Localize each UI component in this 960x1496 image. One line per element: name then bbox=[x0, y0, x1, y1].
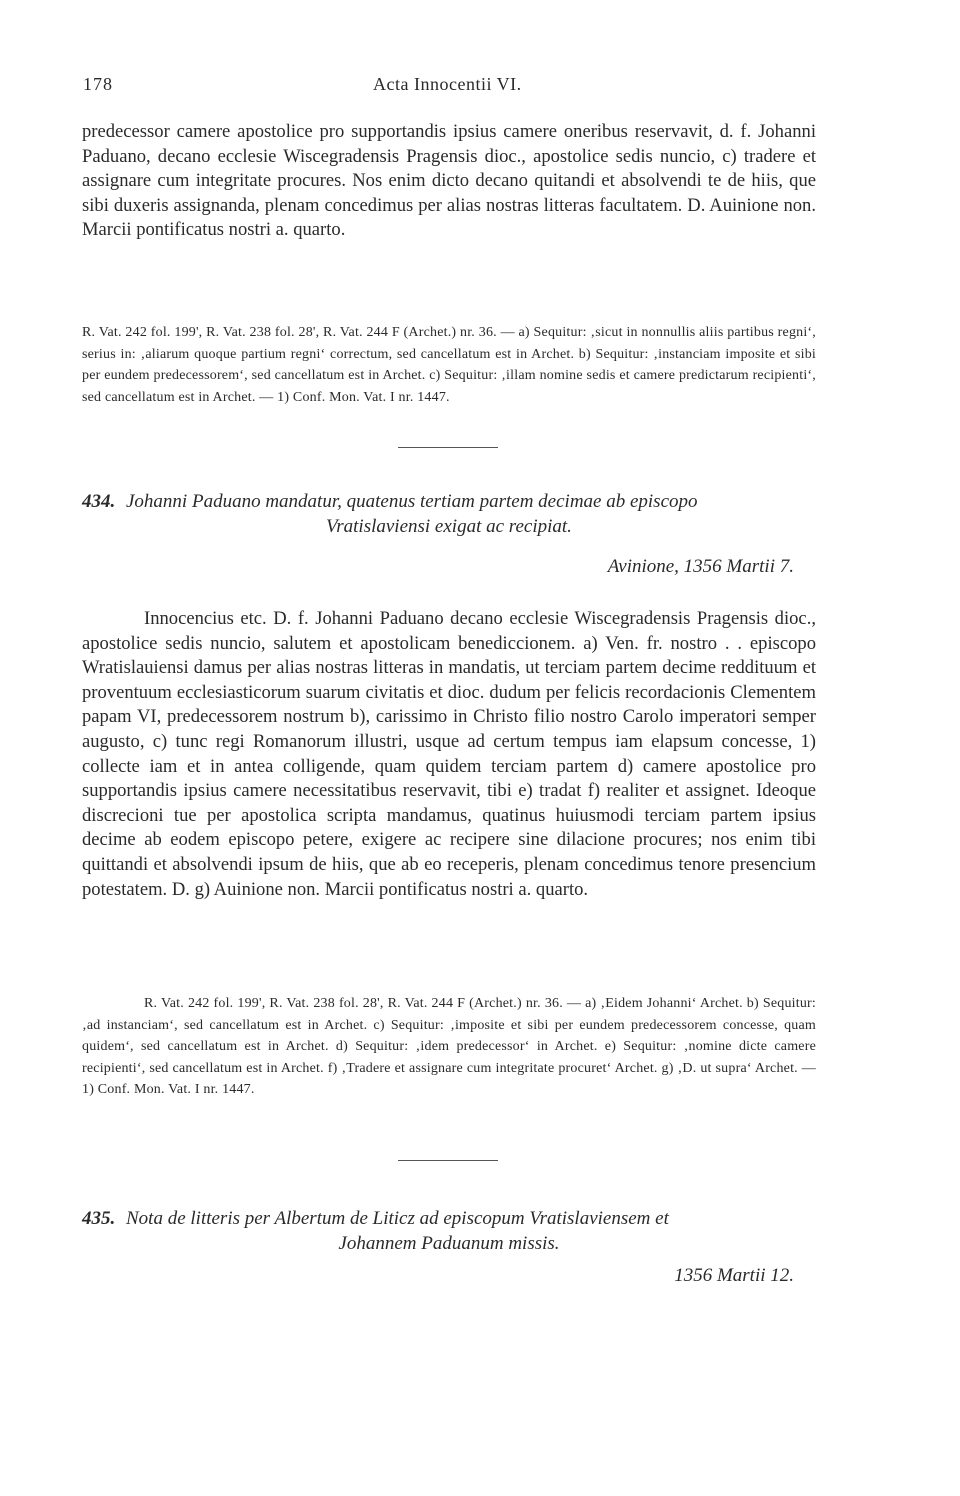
separator-rule bbox=[398, 1160, 498, 1161]
document-434-text bbox=[82, 607, 816, 902]
continued-document-notes bbox=[82, 322, 816, 408]
document-435-title-line2: Johannem Paduanum missis. bbox=[338, 1233, 560, 1254]
document-434-date: Avinione, 1356 Martii 7. bbox=[607, 556, 794, 577]
document-435-number: 435. bbox=[82, 1208, 116, 1229]
document-434-notes bbox=[82, 993, 816, 1101]
document-434-title-line1: Johanni Paduano mandatur, quatenus tertiam partem decimae ab episcopo bbox=[126, 491, 698, 512]
document-435-date: 1356 Martii 12. bbox=[674, 1265, 794, 1286]
continued-document-text bbox=[82, 120, 816, 243]
page-header bbox=[83, 74, 823, 98]
separator-rule bbox=[398, 447, 498, 448]
document-435-title-line1: Nota de litteris per Albertum de Liticz ad episcopum Vratislaviensem et bbox=[126, 1208, 669, 1229]
document-435-heading bbox=[82, 1206, 816, 1256]
document-434-title-line2: Vratislaviensi exigat ac recipiat. bbox=[326, 516, 572, 537]
document-434-heading bbox=[82, 489, 816, 539]
running-title: Acta Innocentii VI. bbox=[373, 74, 522, 94]
document-434-number: 434. bbox=[82, 491, 116, 512]
continued-notes-paragraph: R. Vat. 242 fol. 199', R. Vat. 238 fol. 28', R. Vat. 244 F (Archet.) nr. 36. — a) Sequitur: ‚sicut in nonnullis aliis partibus regni‘, serius in: ‚aliarum quoque partium regni‘ correctum, sed cancellatum est in Archet. b) Sequitur: ‚instanciam imposite et sibi per eundem predecessorem‘, sed cancellatum est in Archet. c) Sequitur: ‚illam nomine sedis et camere predictarum recipienti‘, sed cancellatum est in Archet. — 1) Conf. Mon. Vat. I nr. 1447. bbox=[82, 325, 816, 405]
page-number: 178 bbox=[83, 74, 113, 94]
document-434-notes-paragraph: R. Vat. 242 fol. 199', R. Vat. 238 fol. 28', R. Vat. 244 F (Archet.) nr. 36. — a) ‚Eidem Johanni‘ Archet. b) Sequitur: ‚ad instanciam‘, sed cancellatum est in Archet. c) Sequitur: ‚imposite et sibi per eundem predecessorem concesse, quam quidem‘, sed cancellatum est in Archet. d) Sequitur: ‚idem predecessor‘ in Archet. e) Sequitur: ‚nomine dicte camere recipienti‘, sed cancellatum est in Archet. f) ‚Tradere et assignare cum integritate procuret‘ Archet. g) ‚D. ut supra‘ Archet. — 1) Conf. Mon. Vat. I nr. 1447. bbox=[82, 996, 816, 1097]
document-434-paragraph: Innocencius etc. D. f. Johanni Paduano decano ecclesie Wiscegradensis Pragensis dioc., apostolice sedis nuncio, salutem et apostolicam benediccionem. a) Ven. fr. nostro . . episcopo Wratislauiensi damus per alias nostras litteras in mandatis, ut terciam partem decime reddituum et proventuum ecclesiasticorum suarum civitatis et dioc. dudum per felicis recordacionis Clementem papam VI, predecessorem nostrum b), carissimo in Christo filio nostro Carolo imperatori semper augusto, c) tunc regi Romanorum illustri, usque ad certum tempus iam elapsum concesse, 1) collecte iam et in antea colligende, quam quidem terciam partem d) camere apostolice pro supportandis ipsius camere necessitatibus reservavit, tibi e) tradat f) realiter et assignet. Ideoque discrecioni tue per apostolica scripta mandamus, quatinus huiusmodi terciam partem ipsius decime ab eodem episcopo petere, exigere ac recipere sine dilacione procures; nos enim tibi quittandi et absolvendi ipsum de hiis, que ab eo receperis, plenam concedimus tenore presencium potestatem. D. g) Auinione non. Marcii pontificatus nostri a. quarto. bbox=[82, 608, 816, 900]
continued-paragraph: predecessor camere apostolice pro supportandis ipsius camere oneribus reservavit, d. f. Johanni Paduano, decano ecclesie Wiscegradensis Pragensis dioc., apostolice sedis nuncio, c) tradere et assignare cum integritate procures. Nos enim dicto decano quitandi et absolvendi te de hiis, que sibi duxeris assignanda, plenam concedimus per alias nostras litteras facultatem. D. Auinione non. Marcii pontificatus nostri a. quarto. bbox=[82, 121, 816, 241]
